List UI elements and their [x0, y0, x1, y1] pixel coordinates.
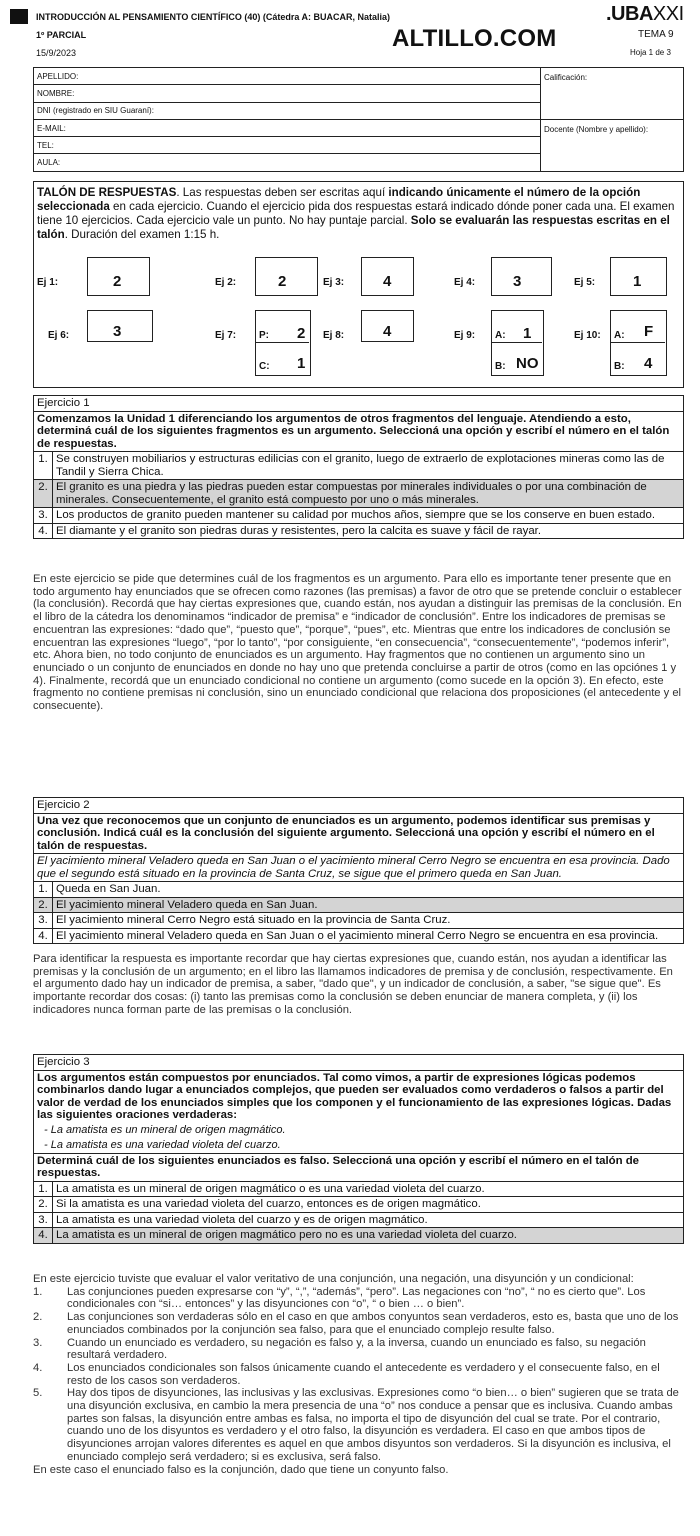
ej7-c-answer: 1	[297, 355, 306, 372]
field-aula[interactable]: AULA:	[34, 154, 541, 171]
answer-sheet-instructions: TALÓN DE RESPUESTAS. Las respuestas deben ser escritas aquí indicando únicamente el número de la opción seleccionada en cada ejercicio. Cuando el ejercicio pida dos respuestas estará indicado dónde poner cada una. El examen tiene 10 ejercicios. Cada ejercicio vale un punto. No hay puntaje parcial. Solo se evaluarán las respuestas escritas en el talón. Duración del examen 1:15 h.	[37, 186, 675, 241]
field-apellido[interactable]: APELLIDO:	[34, 68, 541, 85]
ej7-label: Ej 7:	[215, 330, 237, 341]
exercise-3-explanation	[33, 1273, 683, 1476]
exercise-2-question: Una vez que reconocemos que un conjunto de enunciados es un argumento, podemos identificar sus premisas y conclusión. Indicá cuál es la conclusión del siguiente argumento. Seleccioná una opción y escribí el número en el talón de respuestas.	[34, 814, 683, 855]
exercise-2-title: Ejercicio 2	[34, 798, 683, 814]
student-id-table	[33, 67, 684, 172]
ej9-divider	[491, 342, 542, 343]
tema-label: TEMA 9	[638, 29, 674, 40]
ej9-label: Ej 9:	[454, 330, 476, 341]
exercise-1-option[interactable]: 1. Se construyen mobiliarios y estructuras edilicias con el granito, luego de extraerlo de explotaciones mineras como las de Tandil y Sierra Chica.	[34, 452, 683, 480]
exercise-3-point: 4. Los enunciados condicionales son falsos únicamente cuando el antecedente es verdadero y el consecuente falso, en el resto de los casos son verdaderos.	[33, 1361, 660, 1387]
exercise-1-option[interactable]: 4. El diamante y el granito son piedras duras y resistentes, pero la calcita es suave y fácil de rayar.	[34, 524, 683, 539]
exercise-1-explanation: En este ejercicio se pide que determines cuál de los fragmentos es un argumento. Para ello es importante tener presente que en todo argumento hay enunciados que se ofrecen como razones (las premisas) a favor de otro que se pretende concluir o establecer (la conclusión). Recordá que hay ciertas expresiones que, cuando están, nos ayudan a distinguir las premisas de la conclusión. En el libro de la cátedra los denominamos “indicador de premisa” e “indicador de conclusión”. Entre los indicadores de premisas se encuentran las expresiones: “dado que”, “puesto que”, “porque”, “pues”, etc. Mientras que entre los indicadores de conclusión se encuentran las expresiones “luego”, “por lo tanto”, “por consiguiente, “en consecuencia”, “consecuentemente”, “podemos inferir”, etc. Ahora bien, no todo conjunto de enunciados es un argumento. Hay fragmentos que no contienen un argumento sino un enunciado o un conjunto de enunciados en donde no hay uno que pretenda concluirse a partir de otros (como en las opciónes 1 y 4). Finalmente, recordá que un enunciado condicional no contiene un argumento (como sucede en la opción 3). En efecto, este fragmento no contiene premisas ni conclusión, sino un enunciado condicional que relaciona dos proposiciones (el antecedente y el consecuente).	[33, 573, 682, 713]
ej7-p-answer: 2	[297, 325, 306, 342]
exercise-3-premise: - La amatista es una variedad violeta del cuarzo.	[44, 1138, 281, 1151]
exercise-2-option-selected[interactable]: 2. El yacimiento mineral Veladero queda en San Juan.	[34, 898, 683, 914]
header-marker	[10, 9, 28, 24]
ej9-b-label: B:	[495, 361, 506, 372]
exercise-3-point: 1. Las conjunciones pueden expresarse con “y”, “,”, “además”, “pero”. Las negaciones con “no”, “ no es cierto que”. Los condicionales con “si… entonces” y las disyunciones con “o”, “ o bien … o bien”.	[33, 1285, 646, 1311]
field-email[interactable]: E-MAIL:	[34, 119, 541, 136]
ej6-label: Ej 6:	[48, 330, 70, 341]
ej10-divider	[610, 342, 665, 343]
ej10-label: Ej 10:	[574, 330, 601, 341]
exercise-2-option[interactable]: 3. El yacimiento mineral Cerro Negro está situado en la provincia de Santa Cruz.	[34, 913, 683, 929]
exercise-3-point: 5. Hay dos tipos de disyunciones, las inclusivas y las exclusivas. Expresiones como “o bien… o bien” sugieren que se trata de una disyunción exclusiva, en cambio la mera presencia de una “o” nos conduce a pensar que es inclusiva. Cuando ambas partes son falsas, la disyunción entre ambas es falsa, no importa el tipo de disyunción del cual se trate. Por el contrario, cuando uno de los disyuntos es verdadero y el otro falso, la disyunción es verdadera. El caso en que ambos tipos de disyunciones arrojan valores diferentes es aquel en que ambos disyuntos son verdaderos. Si la disyunción es inclusiva, el enunciado complejo será verdadero; si es exclusiva, será falso.	[33, 1387, 679, 1463]
ej2-label: Ej 2:	[215, 277, 237, 288]
exam-date: 15/9/2023	[36, 48, 77, 58]
ej7-c-label: C:	[259, 361, 270, 372]
ej1-label: Ej 1:	[37, 277, 59, 288]
ej8-label: Ej 8:	[323, 330, 345, 341]
exercise-1-option[interactable]: 3. Los productos de granito pueden mantener su calidad por muchos años, siempre que se los conserve en buen estado.	[34, 508, 683, 524]
exercise-3	[33, 1054, 684, 1244]
exercise-2	[33, 797, 684, 944]
exercise-2-explanation: Para identificar la respuesta es importante recordar que hay ciertas expresiones que, cuando están, nos ayudan a identificar las premisas y la conclusión de un argumento; en el libro las llamamos indicadores de premisa y de conclusión, respectivamente. En el argumento dado hay un indicador de premisa, a saber, "dado que", y un indicador de conclusión, a saber, "se sigue que". Es importante recordar dos cosas: (i) tanto las premisas como la conclusión se deben enunciar de manera completa, y (ii) los indicadores nunca forman parte de las premisas o la conclusión.	[33, 953, 673, 1016]
ej10-a-answer: F	[644, 323, 654, 340]
ej4-answer-box[interactable]	[491, 257, 552, 296]
exercise-3-option[interactable]: 2. Si la amatista es una variedad violeta del cuarzo, entonces es de origen magmático.	[34, 1197, 683, 1213]
exercise-1	[33, 395, 684, 539]
exercise-3-point: 2. Las conjunciones son verdaderas sólo en el caso en que ambos conyuntos sean verdaderos, esto es, basta que uno de los enunciados combinados por la conjunción sea falso, para que el enunciado complejo resulte falso.	[33, 1311, 679, 1336]
exercise-3-premise: - La amatista es un mineral de origen magmático.	[44, 1123, 286, 1136]
ej10-a-label: A:	[614, 330, 625, 341]
answer-sheet	[33, 181, 684, 388]
ej3-answer: 4	[383, 273, 392, 290]
exercise-3-title: Ejercicio 3	[34, 1055, 683, 1071]
exercise-3-option[interactable]: 1. La amatista es un mineral de origen magmático o es una variedad violeta del cuarzo.	[34, 1182, 683, 1198]
ej10-b-label: B:	[614, 361, 625, 372]
ej9-a-answer: 1	[523, 325, 532, 342]
ej6-answer: 3	[113, 323, 122, 340]
field-nombre[interactable]: NOMBRE:	[34, 85, 541, 102]
ej10-b-answer: 4	[644, 355, 653, 372]
ej7-p-label: P:	[259, 330, 269, 341]
course-title: INTRODUCCIÓN AL PENSAMIENTO CIENTÍFICO (40) (Cátedra A: BUACAR, Natalia)	[36, 12, 391, 22]
exercise-3-option-selected[interactable]: 4. La amatista es un mineral de origen magmático pero no es una variedad violeta del cuarzo.	[34, 1228, 683, 1243]
ej7-divider	[255, 342, 309, 343]
ej4-answer: 3	[513, 273, 522, 290]
field-tel[interactable]: TEL:	[34, 137, 541, 154]
field-dni[interactable]: DNI (registrado en SIU Guaraní):	[34, 102, 541, 119]
exercise-2-argument: El yacimiento mineral Veladero queda en San Juan o el yacimiento mineral Cerro Negro se encuentra en esa provincia. Dado que el segundo está situado en la provincia de Santa Cruz, se sigue que el primero queda en San Juan.	[34, 854, 683, 882]
calificacion-cell[interactable]: Calificación:	[541, 68, 684, 120]
exercise-1-title: Ejercicio 1	[34, 396, 683, 412]
ej9-a-label: A:	[495, 330, 506, 341]
exercise-2-option[interactable]: 1. Queda en San Juan.	[34, 882, 683, 898]
exercise-1-question: Comenzamos la Unidad 1 diferenciando los argumentos de otros fragmentos del lenguaje. Atendiendo a esto, determiná cuál de los siguientes fragmentos es un argumento. Seleccioná una opción y escribí el número en el talón de respuestas.	[34, 412, 683, 453]
uba-logo: .UBAXXI	[606, 3, 684, 25]
ej8-answer: 4	[383, 323, 392, 340]
exercise-3-option[interactable]: 3. La amatista es una variedad violeta del cuarzo y es de origen magmático.	[34, 1213, 683, 1229]
exercise-2-option[interactable]: 4. El yacimiento mineral Veladero queda en San Juan o el yacimiento mineral Cerro Negro se encuentra en esa provincia.	[34, 929, 683, 944]
ej4-label: Ej 4:	[454, 277, 476, 288]
exercise-3-point: 3. Cuando un enunciado es verdadero, su negación es falso y, a la inversa, cuando un enunciado es falso, su negación resultará verdadero.	[33, 1336, 646, 1362]
exam-name: 1º PARCIAL	[36, 30, 87, 40]
exercise-3-statement: Los argumentos están compuestos por enunciados. Tal como vimos, a partir de expresiones lógicas podemos combinarlos dando lugar a enunciados complejos, que pueden ser evaluados como verdaderos o falsos a partir del valor de verdad de los enunciados simples que los componen y el funcionamiento de las expresiones lógicas. Dadas las siguientes oraciones verdaderas: - La amatista es un mineral de origen magmático. - La amatista es una variedad violeta del cuarzo. Determiná cuál de los siguientes enunciados es falso. Seleccioná una opción y escribí el número en el talón de respuestas.	[34, 1071, 683, 1182]
ej5-label: Ej 5:	[574, 277, 596, 288]
exercise-3-conclusion: En este caso el enunciado falso es la conjunción, dado que tiene un conyunto falso.	[33, 1463, 449, 1476]
exercise-1-option-selected[interactable]: 2. El granito es una piedra y las piedras pueden estar compuestas por minerales individuales o por una combinación de minerales. Consecuentemente, el granito está compuesto por uno o más minerales.	[34, 480, 683, 508]
ej2-answer: 2	[278, 273, 287, 290]
exercise-3-intro: En este ejercicio tuviste que evaluar el valor veritativo de una conjunción, una negación, una disyunción y un condicional:	[33, 1273, 634, 1285]
ej2-answer-box[interactable]	[255, 257, 318, 296]
docente-cell[interactable]: Docente (Nombre y apellido):	[541, 119, 684, 171]
ej9-b-answer: NO	[516, 355, 539, 372]
ej1-answer: 2	[113, 273, 122, 290]
ej3-label: Ej 3:	[323, 277, 345, 288]
watermark: ALTILLO.COM	[392, 25, 557, 52]
ej5-answer: 1	[633, 273, 642, 290]
page-indicator: Hoja 1 de 3	[630, 48, 671, 57]
